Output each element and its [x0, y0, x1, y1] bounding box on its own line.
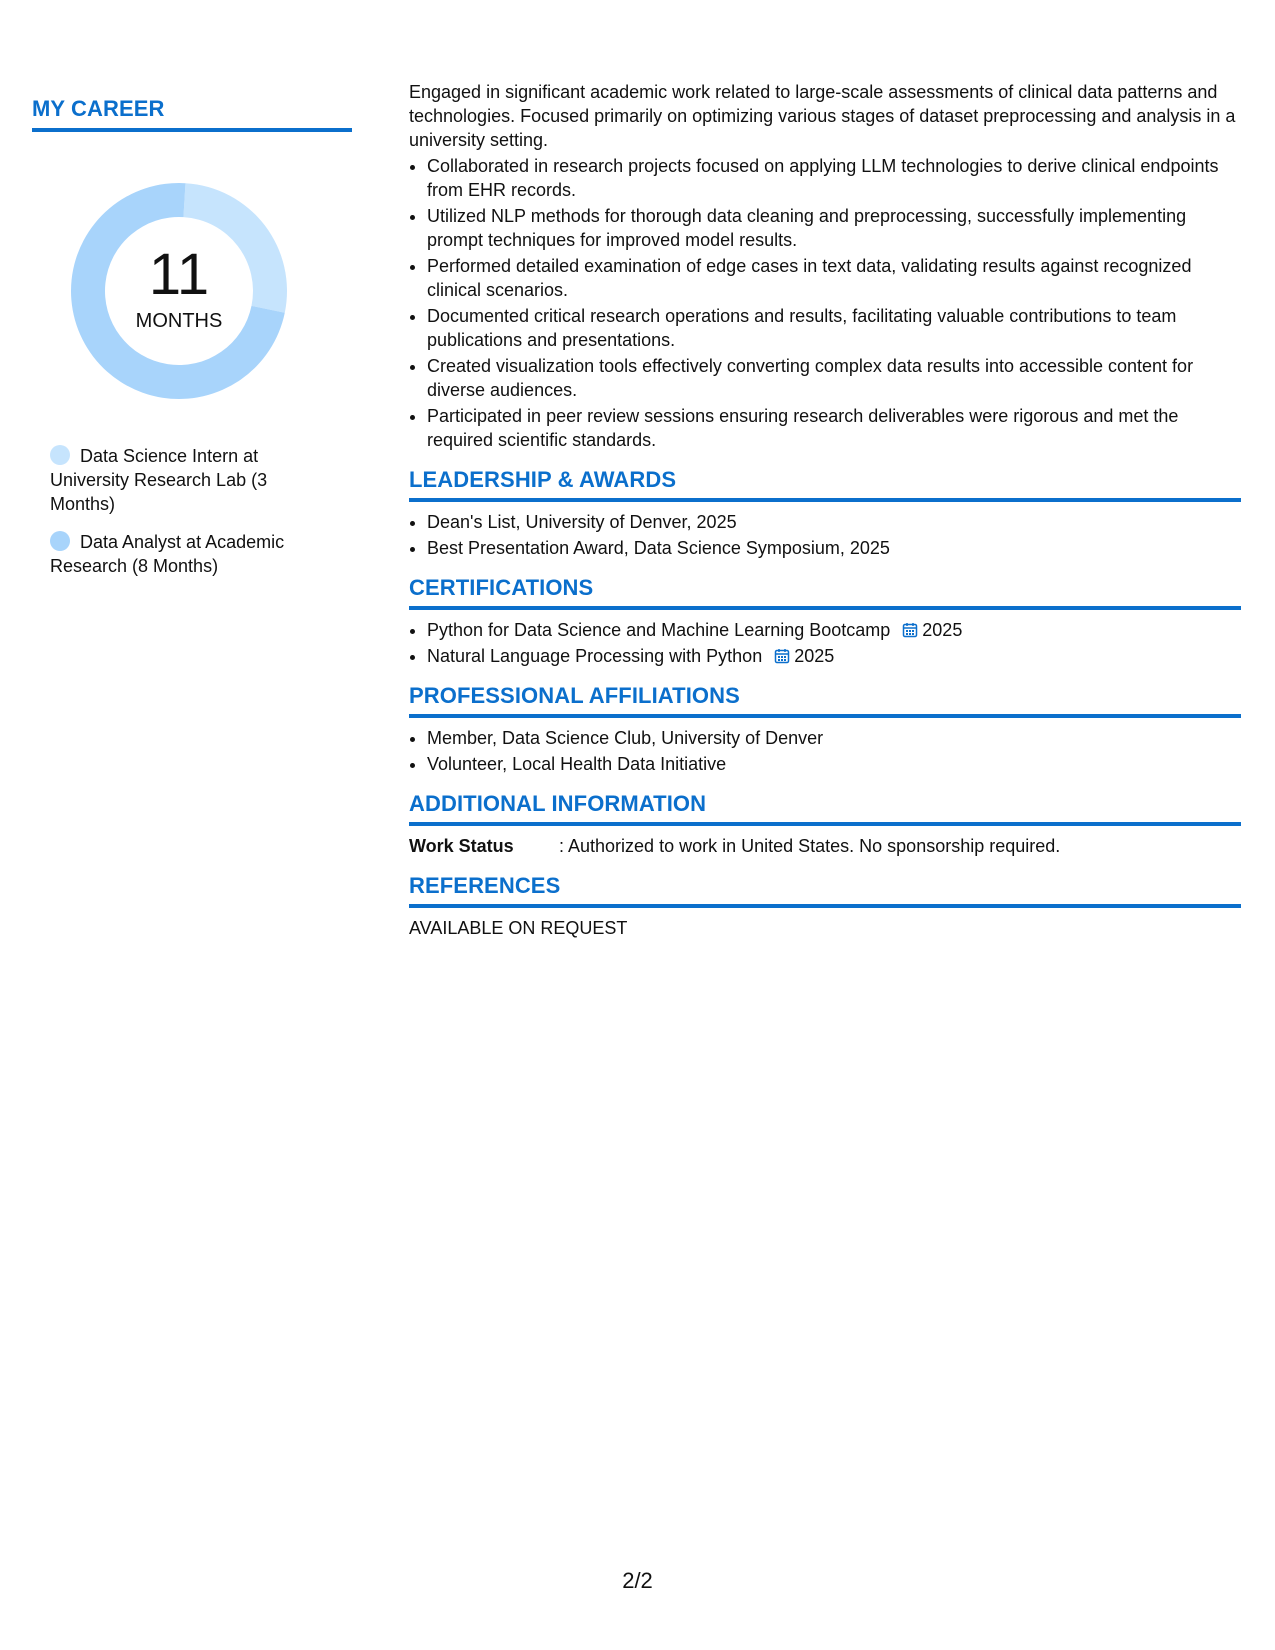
affiliation-item: • Volunteer, Local Health Data Initiative	[427, 752, 1241, 776]
career-legend	[50, 444, 320, 578]
page-number: 2/2	[622, 1568, 653, 1593]
certification-item	[427, 644, 1241, 668]
affiliations-section	[409, 684, 1241, 776]
legend-item	[50, 530, 320, 578]
certification-item	[427, 618, 1241, 642]
experience-bullet: • Documented critical research operations and results, facilitating valuable contributions to team publications and presentations.	[427, 304, 1241, 352]
certifications-title-rule	[409, 606, 1241, 610]
certifications-title: CERTIFICATIONS	[409, 575, 594, 600]
legend-dot-icon	[50, 531, 70, 551]
affiliations-title-rule	[409, 714, 1241, 718]
work-status-label: Work Status	[409, 836, 514, 856]
experience-bullet: • Created visualization tools effectively converting complex data results into accessible content for diverse audiences.	[427, 354, 1241, 402]
career-title-rule	[32, 128, 352, 132]
legend-label: Data Science Intern at University Research Lab (3 Months)	[50, 446, 268, 514]
certification-year: 2025	[794, 646, 835, 666]
certification-year: 2025	[922, 620, 963, 640]
donut-total-unit: MONTHS	[135, 309, 223, 332]
leadership-item: • Dean's List, University of Denver, 2025	[427, 510, 1241, 534]
experience-bullet: • Performed detailed examination of edge cases in text data, validating results against recognized clinical scenarios.	[427, 254, 1241, 302]
certification-name: Python for Data Science and Machine Learning Bootcamp	[427, 620, 891, 640]
legend-dot-icon	[50, 445, 70, 465]
certification-name: Natural Language Processing with Python	[427, 646, 763, 666]
career-donut-chart	[64, 176, 294, 406]
experience-bullet: • Collaborated in research projects focused on applying LLM technologies to derive clinical endpoints from EHR records.	[427, 154, 1241, 202]
affiliations-title: PROFESSIONAL AFFILIATIONS	[409, 683, 740, 708]
career-title: MY CAREER	[32, 96, 165, 121]
calendar-icon	[774, 648, 790, 664]
calendar-icon	[902, 622, 918, 638]
references-section	[409, 874, 1241, 940]
legend-label: Data Analyst at Academic Research (8 Months)	[50, 532, 285, 576]
certifications-list	[409, 618, 1241, 668]
leadership-list	[409, 510, 1241, 560]
donut-center	[64, 176, 294, 406]
career-sidebar	[32, 96, 352, 592]
references-text: AVAILABLE ON REQUEST	[409, 918, 628, 938]
main-content	[409, 80, 1241, 940]
leadership-item: • Best Presentation Award, Data Science Symposium, 2025	[427, 536, 1241, 560]
affiliation-item: • Member, Data Science Club, University of Denver	[427, 726, 1241, 750]
affiliations-list	[409, 726, 1241, 776]
donut-total-value: 11	[148, 241, 210, 307]
leadership-section	[409, 468, 1241, 560]
experience-bullet: • Utilized NLP methods for thorough data cleaning and preprocessing, successfully implementing prompt techniques for improved model results.	[427, 204, 1241, 252]
additional-title-rule	[409, 822, 1241, 826]
work-status-row	[409, 834, 1241, 858]
work-status-value: : Authorized to work in United States. No sponsorship required.	[559, 836, 1061, 856]
references-title-rule	[409, 904, 1241, 908]
experience-bullet: • Participated in peer review sessions ensuring research deliverables were rigorous and met the required scientific standards.	[427, 404, 1241, 452]
references-title: REFERENCES	[409, 873, 561, 898]
certifications-section	[409, 576, 1241, 668]
leadership-title-rule	[409, 498, 1241, 502]
experience-bullets	[409, 154, 1241, 452]
additional-section	[409, 792, 1241, 858]
experience-intro: Engaged in significant academic work related to large-scale assessments of clinical data patterns and technologies. Focused primarily on optimizing various stages of dataset preprocessing and analysis in a university setting.	[409, 82, 1236, 150]
additional-title: ADDITIONAL INFORMATION	[409, 791, 707, 816]
legend-item	[50, 444, 320, 516]
leadership-title: LEADERSHIP & AWARDS	[409, 467, 677, 492]
